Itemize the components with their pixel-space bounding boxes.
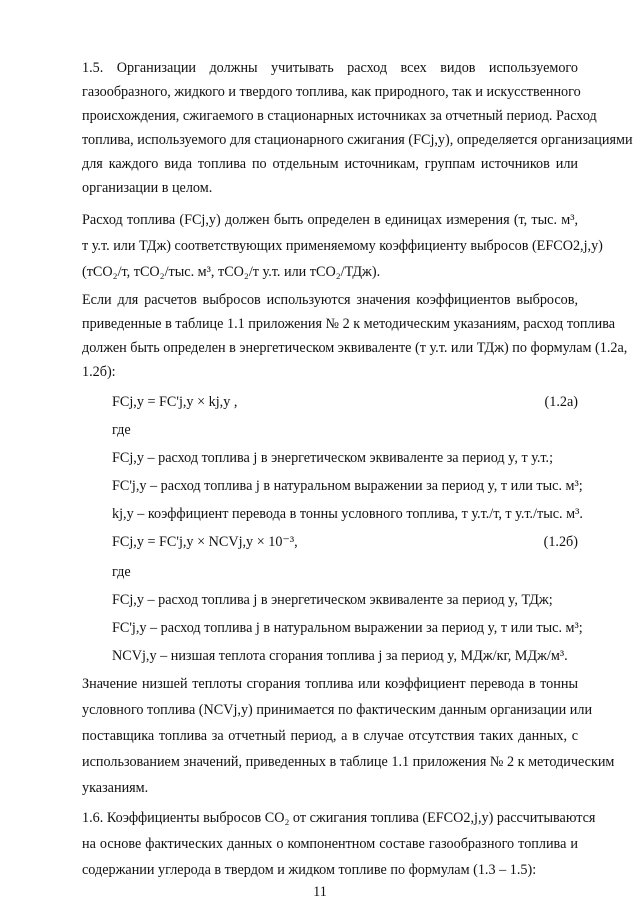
p-table-line-3: должен быть определен в энергетическом эквиваленте (т у.т. или ТДж) по формулам (1.2а, bbox=[82, 340, 628, 356]
p-ncv-line-4: использованием значений, приведенных в таблице 1.1 приложения № 2 к методическим bbox=[82, 754, 615, 770]
definition-ncv: NCVj,y – низшая теплота сгорания топлива j за период y, МДж/кг, МДж/м³. bbox=[112, 648, 568, 664]
definition-fc-prime: FC'j,y – расход топлива j в натуральном выражении за период y, т или тыс. м³; bbox=[112, 478, 583, 494]
formula-1-2b-number: (1.2б) bbox=[543, 534, 578, 550]
formula-1-2a: FCj,y = FC'j,y × kj,y , bbox=[112, 394, 238, 410]
definition-fc-tdj: FCj,y – расход топлива j в энергетическом эквиваленте за период y, ТДж; bbox=[112, 592, 553, 608]
p15-line-1: 1.5. Организации должны учитывать расход всех видов используемого bbox=[82, 60, 578, 76]
p-ncv-line-1: Значение низшей теплоты сгорания топлива или коэффициент перевода в тонны bbox=[82, 676, 578, 692]
p-units-line-3: (тCO₂/т, тCO₂/тыс. м³, тCO₂/т у.т. или тCO₂/ТДж). bbox=[82, 264, 381, 280]
page-number: 11 bbox=[313, 884, 327, 900]
definition-k: kj,y – коэффициент перевода в тонны условного топлива, т у.т./т, т у.т./тыс. м³. bbox=[112, 506, 583, 522]
p16-line-3: содержании углерода в твердом и жидком топливе по формулам (1.3 – 1.5): bbox=[82, 862, 537, 878]
formula-1-2a-number: (1.2а) bbox=[544, 394, 578, 410]
p15-line-5: для каждого вида топлива по отдельным источникам, группам источников или bbox=[82, 156, 578, 172]
p-units-line-1: Расход топлива (FCj,y) должен быть определен в единицах измерения (т, тыс. м³, bbox=[82, 212, 578, 228]
p-ncv-line-5: указаниям. bbox=[82, 780, 149, 796]
p-ncv-line-3: поставщика топлива за отчетный период, а в случае отсутствия таких данных, с bbox=[82, 728, 578, 744]
p-table-line-4: 1.2б): bbox=[82, 364, 116, 380]
p15-line-3: происхождения, сжигаемого в стационарных источниках за отчетный период. Расход bbox=[82, 108, 597, 124]
p-ncv-line-2: условного топлива (NCVj,y) принимается по фактическим данным организации или bbox=[82, 702, 593, 718]
p15-line-6: организации в целом. bbox=[82, 180, 213, 196]
p16-line-1: 1.6. Коэффициенты выбросов CO₂ от сжигания топлива (EFCO2,j,y) рассчитываются bbox=[82, 810, 596, 826]
definition-fc-tut: FCj,y – расход топлива j в энергетическом эквиваленте за период y, т у.т.; bbox=[112, 450, 554, 466]
p15-line-2: газообразного, жидкого и твердого топлива, как природного, так и искусственного bbox=[82, 84, 581, 100]
p-table-line-1: Если для расчетов выбросов используются значения коэффициентов выбросов, bbox=[82, 292, 578, 308]
p16-line-2: на основе фактических данных о компонентном составе газообразного топлива и bbox=[82, 836, 578, 852]
p15-line-4: топлива, используемого для стационарного сжигания (FCj,y), определяется организациями bbox=[82, 132, 633, 148]
p-table-line-2: приведенные в таблице 1.1 приложения № 2 к методическим указаниям, расход топлива bbox=[82, 316, 615, 332]
where-label-2: где bbox=[112, 564, 131, 580]
formula-1-2b: FCj,y = FC'j,y × NCVj,y × 10⁻³, bbox=[112, 534, 298, 550]
definition-fc-prime-2: FC'j,y – расход топлива j в натуральном выражении за период y, т или тыс. м³; bbox=[112, 620, 583, 636]
p-units-line-2: т у.т. или ТДж) соответствующих применяемому коэффициенту выбросов (EFCO2,j,y) bbox=[82, 238, 603, 254]
where-label-1: где bbox=[112, 422, 131, 438]
